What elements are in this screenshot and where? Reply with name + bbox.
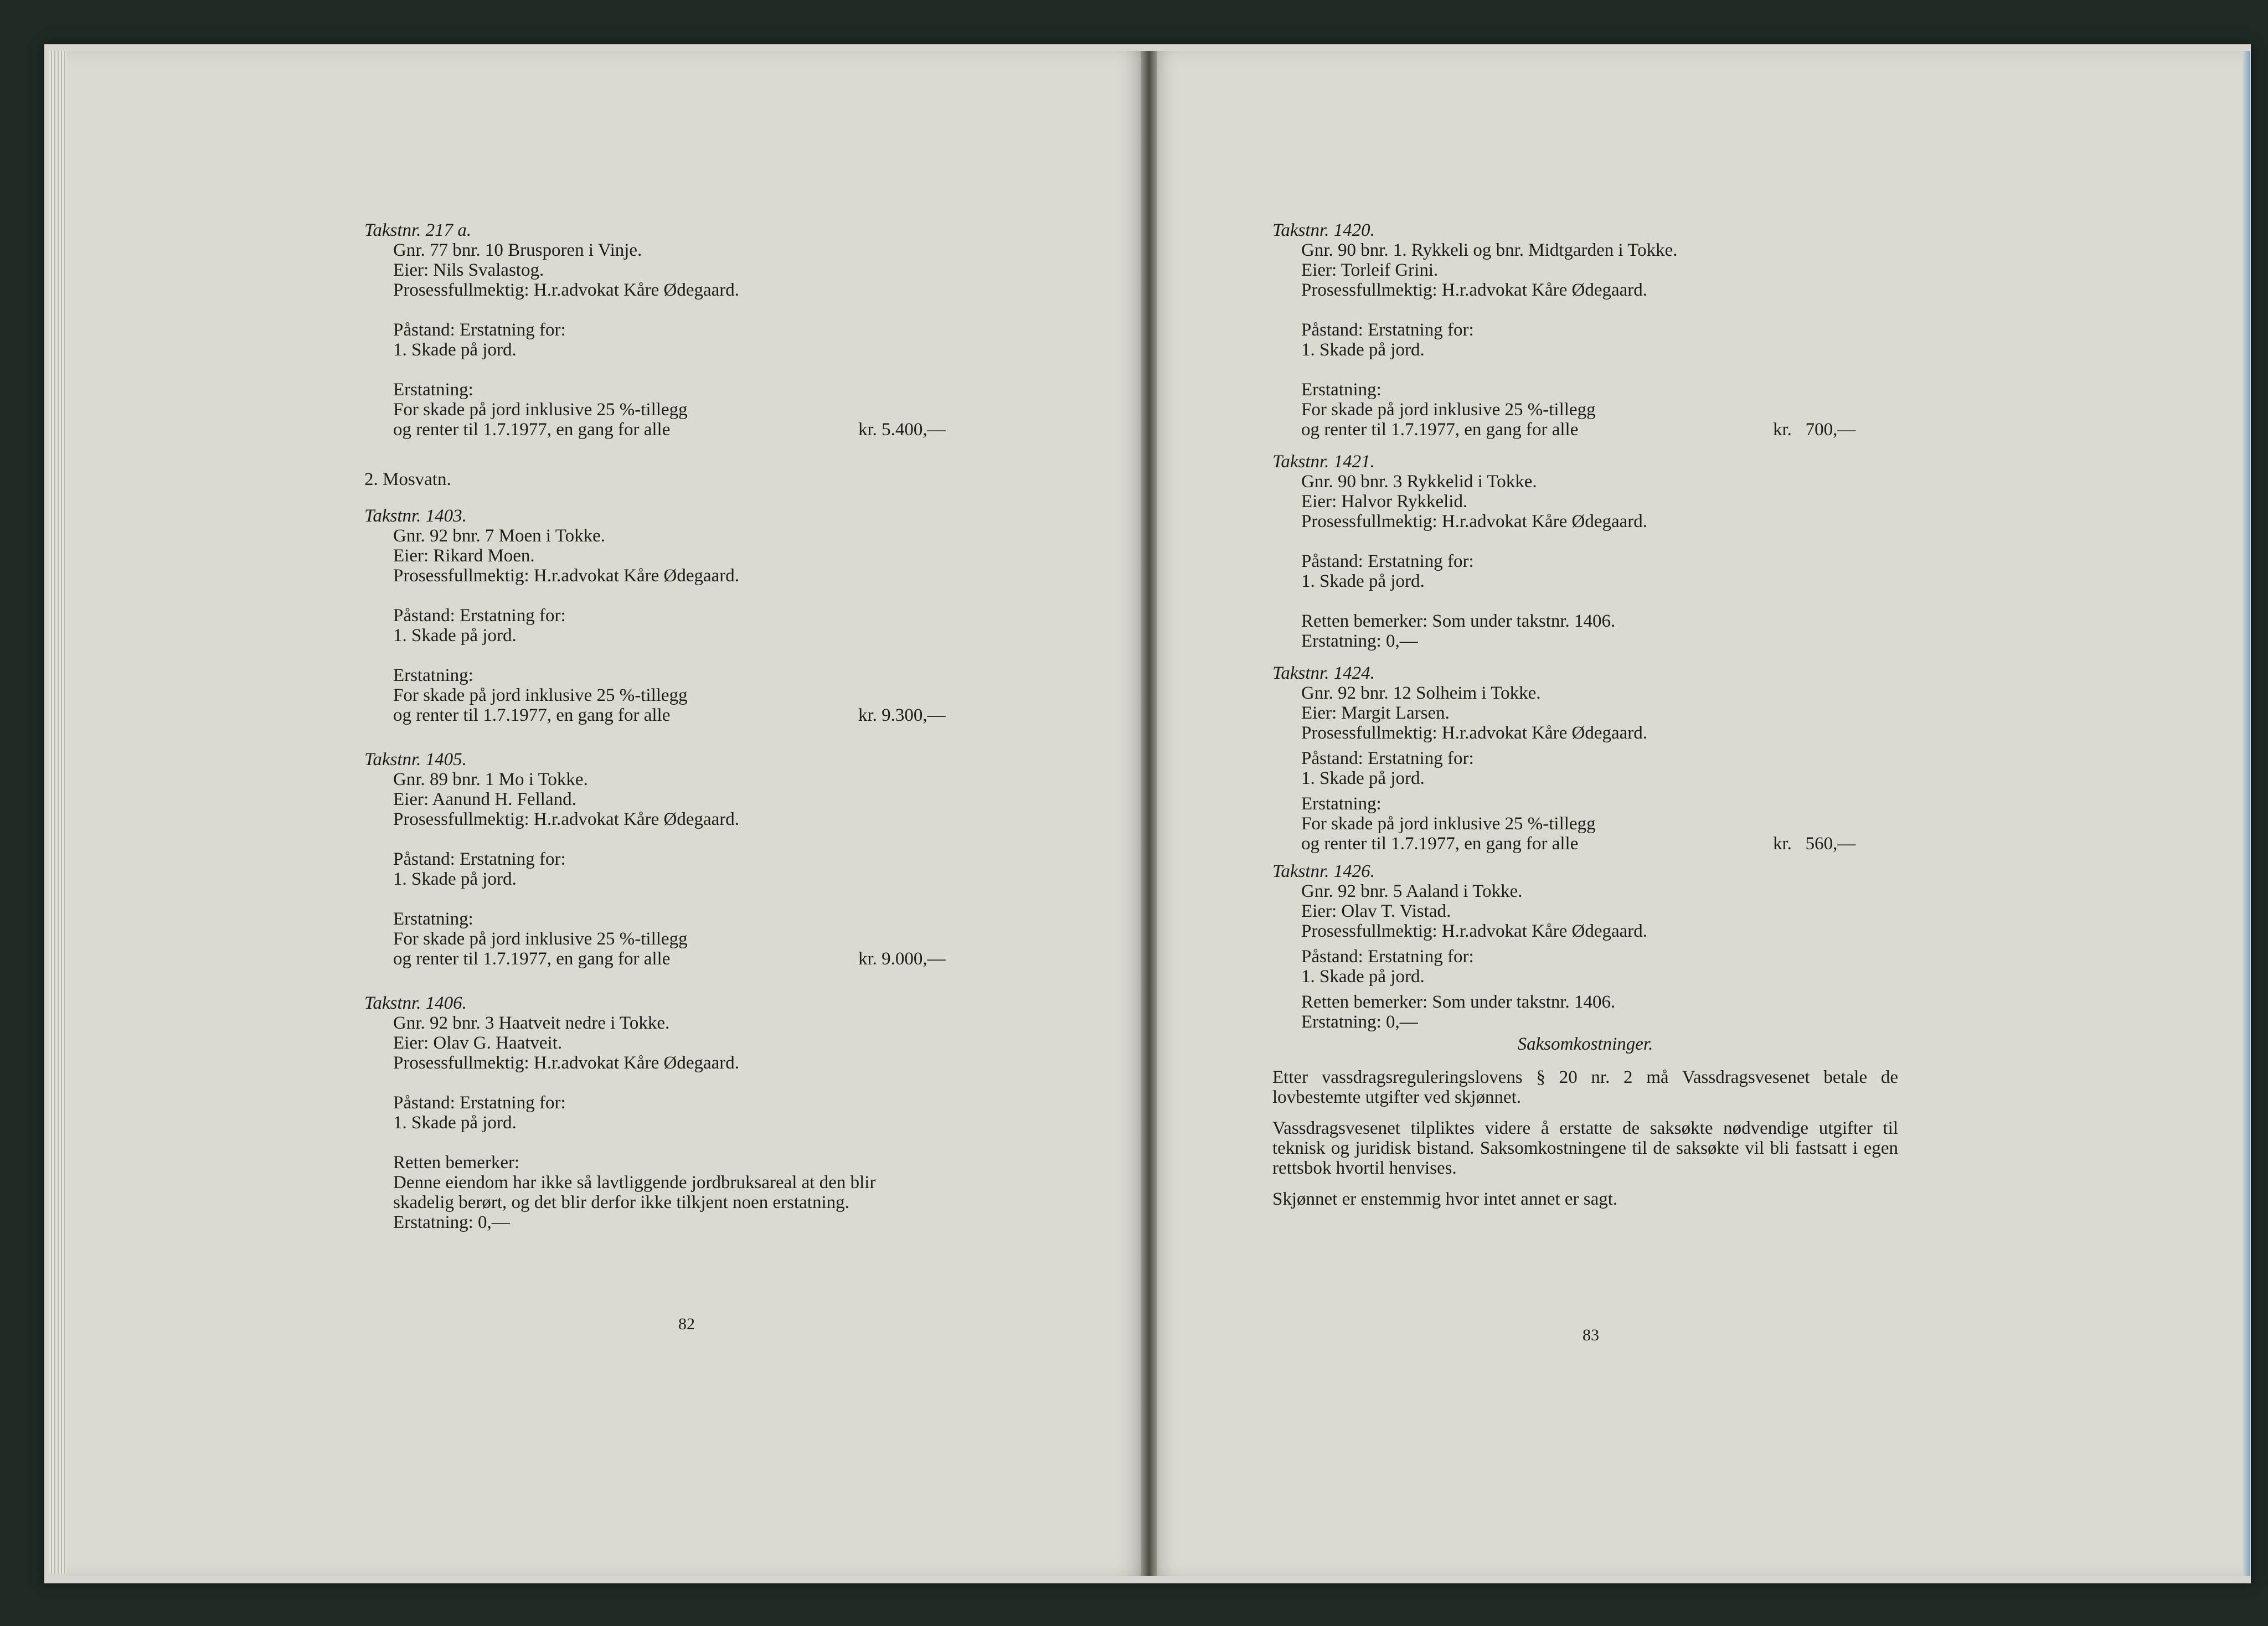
entry-heading: Takstnr. 1426. xyxy=(1272,861,1375,881)
claim-line: Påstand: Erstatning for: xyxy=(393,849,566,869)
entry-line: Prosessfullmektig: H.r.advokat Kåre Ødegaard. xyxy=(393,566,740,586)
page-number-right: 83 xyxy=(1583,1326,1599,1344)
claim-line: Påstand: Erstatning for: xyxy=(1301,320,1474,340)
entry-line: Gnr. 92 bnr. 12 Solheim i Tokke. xyxy=(1301,683,1541,703)
entry-heading: Takstnr. 1406. xyxy=(364,993,467,1013)
compensation-line: For skade på jord inklusive 25 %-tillegg xyxy=(1301,814,1596,834)
entry-heading: Takstnr. 1405. xyxy=(364,750,467,770)
compensation-line: For skade på jord inklusive 25 %-tillegg xyxy=(393,929,688,949)
compensation-line: For skade på jord inklusive 25 %-tillegg xyxy=(393,685,688,705)
amount: kr. 560,— xyxy=(1773,834,1856,854)
claim-line: Påstand: Erstatning for: xyxy=(1301,749,1474,768)
compensation-line: For skade på jord inklusive 25 %-tillegg xyxy=(1301,400,1596,420)
compensation-line: og renter til 1.7.1977, en gang for alle xyxy=(1301,420,1579,440)
claim-line: Påstand: Erstatning for: xyxy=(393,1093,566,1113)
section-heading: 2. Mosvatn. xyxy=(364,469,451,489)
entry-line: Eier: Nils Svalastog. xyxy=(393,260,544,280)
entry-line: Eier: Halvor Rykkelid. xyxy=(1301,492,1468,512)
entry-line: Gnr. 90 bnr. 3 Rykkelid i Tokke. xyxy=(1301,472,1537,492)
compensation-line: og renter til 1.7.1977, en gang for alle xyxy=(1301,834,1579,854)
claim-line: Påstand: Erstatning for: xyxy=(393,606,566,626)
right-page-text xyxy=(1272,220,1898,1209)
claim-line: 1. Skade på jord. xyxy=(1301,967,1425,987)
compensation-label: Erstatning: xyxy=(1301,380,1382,400)
entry-line: Prosessfullmektig: H.r.advokat Kåre Ødegaard. xyxy=(1301,723,1648,743)
amount: kr. 5.400,— xyxy=(858,420,946,440)
entry-line: Eier: Aanund H. Felland. xyxy=(393,789,576,809)
entry-line: Eier: Olav G. Haatveit. xyxy=(393,1033,563,1053)
compensation-line: For skade på jord inklusive 25 %-tillegg xyxy=(393,400,688,420)
paragraph: Etter vassdragsreguleringslovens § 20 nr. 2 må Vassdragsvesenet betale de lovbestemte utgifter ved skjønnet. xyxy=(1272,1067,1898,1107)
entry-line: Prosessfullmektig: H.r.advokat Kåre Ødegaard. xyxy=(1301,280,1648,300)
compensation-label: Erstatning: xyxy=(1301,794,1382,814)
left-page-text xyxy=(364,220,984,1232)
claim-line: 1. Skade på jord. xyxy=(393,340,517,360)
entry-heading: Takstnr. 1403. xyxy=(364,506,467,526)
book-gutter xyxy=(1141,51,1157,1576)
result-line: Erstatning: 0,— xyxy=(393,1212,510,1232)
result-line: Erstatning: 0,— xyxy=(1301,1012,1418,1032)
entry-line: Gnr. 89 bnr. 1 Mo i Tokke. xyxy=(393,770,588,789)
entry-line: Gnr. 92 bnr. 7 Moen i Tokke. xyxy=(393,526,605,546)
remark-line: skadelig berørt, og det blir derfor ikke tilkjent noen erstatning. xyxy=(393,1193,849,1212)
entry-line: Prosessfullmektig: H.r.advokat Kåre Ødegaard. xyxy=(393,280,740,300)
compensation-label: Erstatning: xyxy=(393,380,473,400)
compensation-line: og renter til 1.7.1977, en gang for alle xyxy=(393,705,671,725)
claim-line: 1. Skade på jord. xyxy=(393,1113,517,1133)
amount: kr. 9.300,— xyxy=(858,705,946,725)
entry-line: Prosessfullmektig: H.r.advokat Kåre Ødegaard. xyxy=(393,1053,740,1073)
claim-line: 1. Skade på jord. xyxy=(1301,340,1425,360)
claim-line: 1. Skade på jord. xyxy=(393,626,517,646)
entry-line: Gnr. 90 bnr. 1. Rykkeli og bnr. Midtgarden i Tokke. xyxy=(1301,240,1678,260)
cover-edge xyxy=(2243,51,2250,1576)
entry-line: Eier: Margit Larsen. xyxy=(1301,703,1450,723)
claim-line: 1. Skade på jord. xyxy=(1301,768,1425,788)
claim-line: Påstand: Erstatning for: xyxy=(1301,947,1474,967)
remark-line: Retten bemerker: Som under takstnr. 1406. xyxy=(1301,992,1616,1012)
entry-line: Gnr. 92 bnr. 3 Haatveit nedre i Tokke. xyxy=(393,1013,670,1033)
compensation-line: og renter til 1.7.1977, en gang for alle xyxy=(393,420,671,440)
entry-heading: Takstnr. 1420. xyxy=(1272,220,1375,240)
claim-line: 1. Skade på jord. xyxy=(393,869,517,889)
paragraph: Skjønnet er enstemmig hvor intet annet er sagt. xyxy=(1272,1189,1618,1209)
remark-line: Denne eiendom har ikke så lavtliggende jordbruksareal at den blir xyxy=(393,1173,876,1193)
page-number-left: 82 xyxy=(678,1315,695,1333)
remark-line: Retten bemerker: Som under takstnr. 1406. xyxy=(1301,611,1616,631)
result-line: Erstatning: 0,— xyxy=(1301,631,1418,651)
entry-heading: Takstnr. 217 a. xyxy=(364,220,472,240)
entry-line: Gnr. 77 bnr. 10 Brusporen i Vinje. xyxy=(393,240,642,260)
paragraph: Vassdragsvesenet tilpliktes videre å erstatte de saksøkte nødvendige utgifter til teknisk og juridisk bistand. Saksomkostningene til de saksøkte vil bli fastsatt i egen rettsbok hvortil henvises. xyxy=(1272,1118,1898,1178)
entry-heading: Takstnr. 1424. xyxy=(1272,663,1375,683)
entry-line: Eier: Torleif Grini. xyxy=(1301,260,1439,280)
remark-label: Retten bemerker: xyxy=(393,1153,520,1173)
compensation-line: og renter til 1.7.1977, en gang for alle xyxy=(393,949,671,969)
claim-line: 1. Skade på jord. xyxy=(1301,571,1425,591)
amount: kr. 9.000,— xyxy=(858,949,946,969)
entry-line: Prosessfullmektig: H.r.advokat Kåre Ødegaard. xyxy=(1301,921,1648,941)
compensation-label: Erstatning: xyxy=(393,909,473,929)
entry-line: Eier: Olav T. Vistad. xyxy=(1301,901,1451,921)
amount: kr. 700,— xyxy=(1773,420,1856,440)
claim-line: Påstand: Erstatning for: xyxy=(393,320,566,340)
compensation-label: Erstatning: xyxy=(393,665,473,685)
section-title: Saksomkostninger. xyxy=(1517,1034,1653,1054)
claim-line: Påstand: Erstatning for: xyxy=(1301,551,1474,571)
entry-line: Gnr. 92 bnr. 5 Aaland i Tokke. xyxy=(1301,881,1523,901)
entry-line: Prosessfullmektig: H.r.advokat Kåre Ødegaard. xyxy=(393,809,740,829)
entry-heading: Takstnr. 1421. xyxy=(1272,452,1375,472)
entry-line: Eier: Rikard Moen. xyxy=(393,546,535,566)
entry-line: Prosessfullmektig: H.r.advokat Kåre Ødegaard. xyxy=(1301,512,1648,531)
